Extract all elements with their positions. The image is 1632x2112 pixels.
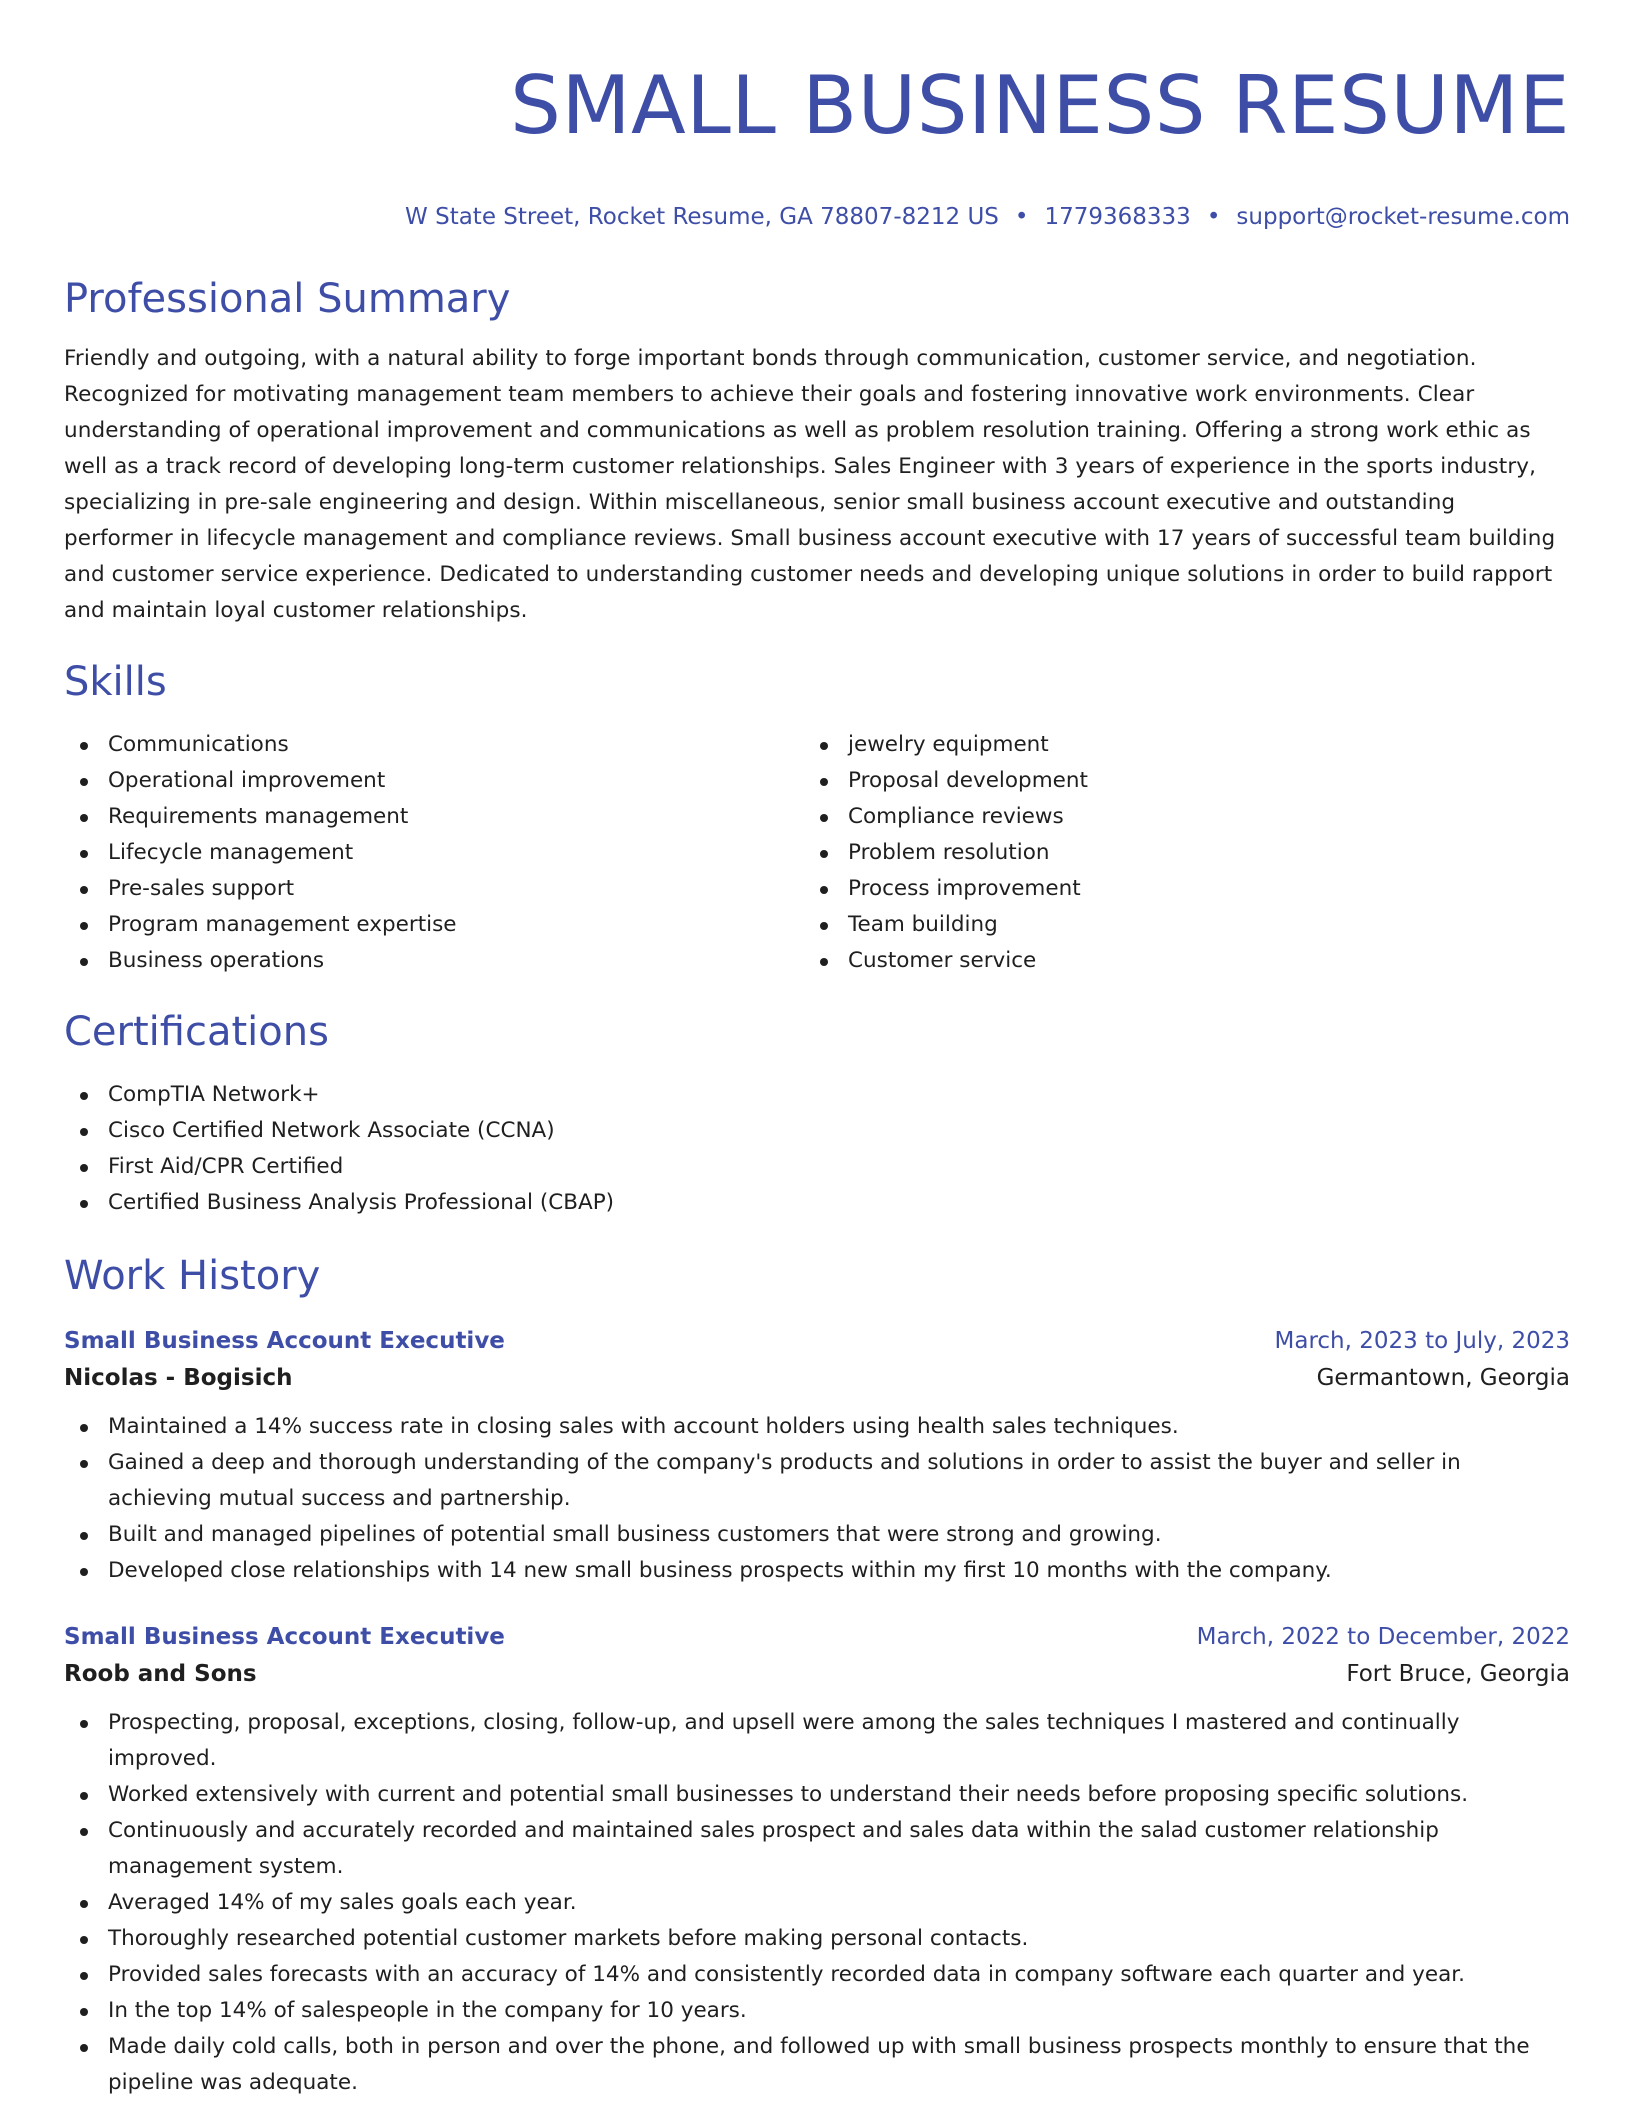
summary-heading: Professional Summary <box>64 276 511 322</box>
skill-item: jewelry equipment <box>804 727 1404 763</box>
certification-item: Cisco Certified Network Associate (CCNA) <box>64 1113 1570 1149</box>
job-location: Fort Bruce, Georgia <box>1346 1661 1570 1687</box>
job-title: Small Business Account Executive <box>64 1624 505 1650</box>
job-bullet: Averaged 14% of my sales goals each year. <box>64 1885 1570 1921</box>
skill-item: Program management expertise <box>64 907 804 943</box>
job-dates: March, 2023 to July, 2023 <box>1274 1328 1570 1354</box>
job-entry <box>64 1619 1570 2101</box>
certification-item: First Aid/CPR Certified <box>64 1149 1570 1185</box>
skill-item: Communications <box>64 727 804 763</box>
job-company: Roob and Sons <box>64 1661 257 1687</box>
job-title-row <box>64 1619 1570 1655</box>
skills-grid <box>64 727 1570 979</box>
job-bullet: Worked extensively with current and potential small businesses to understand their needs before proposing specific solutions. <box>64 1777 1570 1813</box>
skill-item: Process improvement <box>804 871 1404 907</box>
skill-item: Problem resolution <box>804 835 1404 871</box>
skills-column-left <box>64 727 804 979</box>
certifications-heading: Certifications <box>64 1009 329 1055</box>
certification-item: CompTIA Network+ <box>64 1077 1570 1113</box>
skills-heading: Skills <box>64 659 167 705</box>
job-location: Germantown, Georgia <box>1316 1365 1570 1391</box>
job-bullet: Gained a deep and thorough understanding of the company's products and solutions in order to assist the buyer and seller in achieving mutual success and partnership. <box>64 1445 1570 1517</box>
job-bullet-list <box>64 1705 1570 2101</box>
skill-item: Proposal development <box>804 763 1404 799</box>
skills-column-right <box>804 727 1404 979</box>
contact-address: W State Street, Rocket Resume, GA 78807-8212 US <box>405 204 999 230</box>
job-dates: March, 2022 to December, 2022 <box>1196 1624 1570 1650</box>
work-history-heading: Work History <box>64 1253 321 1299</box>
job-bullet: Built and managed pipelines of potential small business customers that were strong and growing. <box>64 1517 1570 1553</box>
certification-item: Certified Business Analysis Professional (CBAP) <box>64 1185 1570 1221</box>
job-company-row <box>64 1655 1570 1693</box>
skill-item: Compliance reviews <box>804 799 1404 835</box>
job-company-row <box>64 1359 1570 1397</box>
contact-phone: 1779368333 <box>1044 204 1191 230</box>
job-bullet: Maintained a 14% success rate in closing sales with account holders using health sales techniques. <box>64 1409 1570 1445</box>
contact-line <box>64 202 1570 232</box>
contact-separator: • <box>1014 204 1029 230</box>
contact-separator: • <box>1206 204 1221 230</box>
skill-item: Business operations <box>64 943 804 979</box>
job-company: Nicolas - Bogisich <box>64 1365 293 1391</box>
skill-item: Operational improvement <box>64 763 804 799</box>
certifications-list <box>64 1077 1570 1221</box>
job-bullet: Thoroughly researched potential customer markets before making personal contacts. <box>64 1921 1570 1957</box>
job-bullet: Prospecting, proposal, exceptions, closing, follow-up, and upsell were among the sales techniques I mastered and continually improved. <box>64 1705 1570 1777</box>
skill-item: Team building <box>804 907 1404 943</box>
summary-text: Friendly and outgoing, with a natural ability to forge important bonds through communication, customer service, and negotiation. Recognized for motivating management team members to achieve their goals and fostering innovative work environments. Clear understanding of operational improvement and communications as well as problem resolution training. Offering a strong work ethic as well as a track record of developing long-term customer relationships. Sales Engineer with 3 years of experience in the sports industry, specializing in pre-sale engineering and design. Within miscellaneous, senior small business account executive and outstanding performer in lifecycle management and compliance reviews. Small business account executive with 17 years of successful team building and customer service experience. Dedicated to understanding customer needs and developing unique solutions in order to build rapport and maintain loyal customer relationships. <box>64 346 1556 623</box>
contact-email: support@rocket-resume.com <box>1236 204 1570 230</box>
job-bullet: Made daily cold calls, both in person and over the phone, and followed up with small business prospects monthly to ensure that the pipeline was adequate. <box>64 2029 1570 2101</box>
job-bullet: Developed close relationships with 14 new small business prospects within my first 10 months with the company. <box>64 1553 1570 1589</box>
job-title: Small Business Account Executive <box>64 1328 505 1354</box>
job-bullet: Continuously and accurately recorded and maintained sales prospect and sales data within the salad customer relationship management system. <box>64 1813 1570 1885</box>
skill-item: Lifecycle management <box>64 835 804 871</box>
skill-item: Pre-sales support <box>64 871 804 907</box>
resume-title: SMALL BUSINESS RESUME <box>510 59 1570 152</box>
job-bullet-list <box>64 1409 1570 1589</box>
skill-item: Customer service <box>804 943 1404 979</box>
skill-item: Requirements management <box>64 799 804 835</box>
job-bullet: In the top 14% of salespeople in the company for 10 years. <box>64 1993 1570 2029</box>
skills-list-right <box>804 727 1404 979</box>
job-entry <box>64 1323 1570 1589</box>
skills-list-left <box>64 727 804 979</box>
job-title-row <box>64 1323 1570 1359</box>
job-bullet: Provided sales forecasts with an accuracy of 14% and consistently recorded data in company software each quarter and year. <box>64 1957 1570 1993</box>
